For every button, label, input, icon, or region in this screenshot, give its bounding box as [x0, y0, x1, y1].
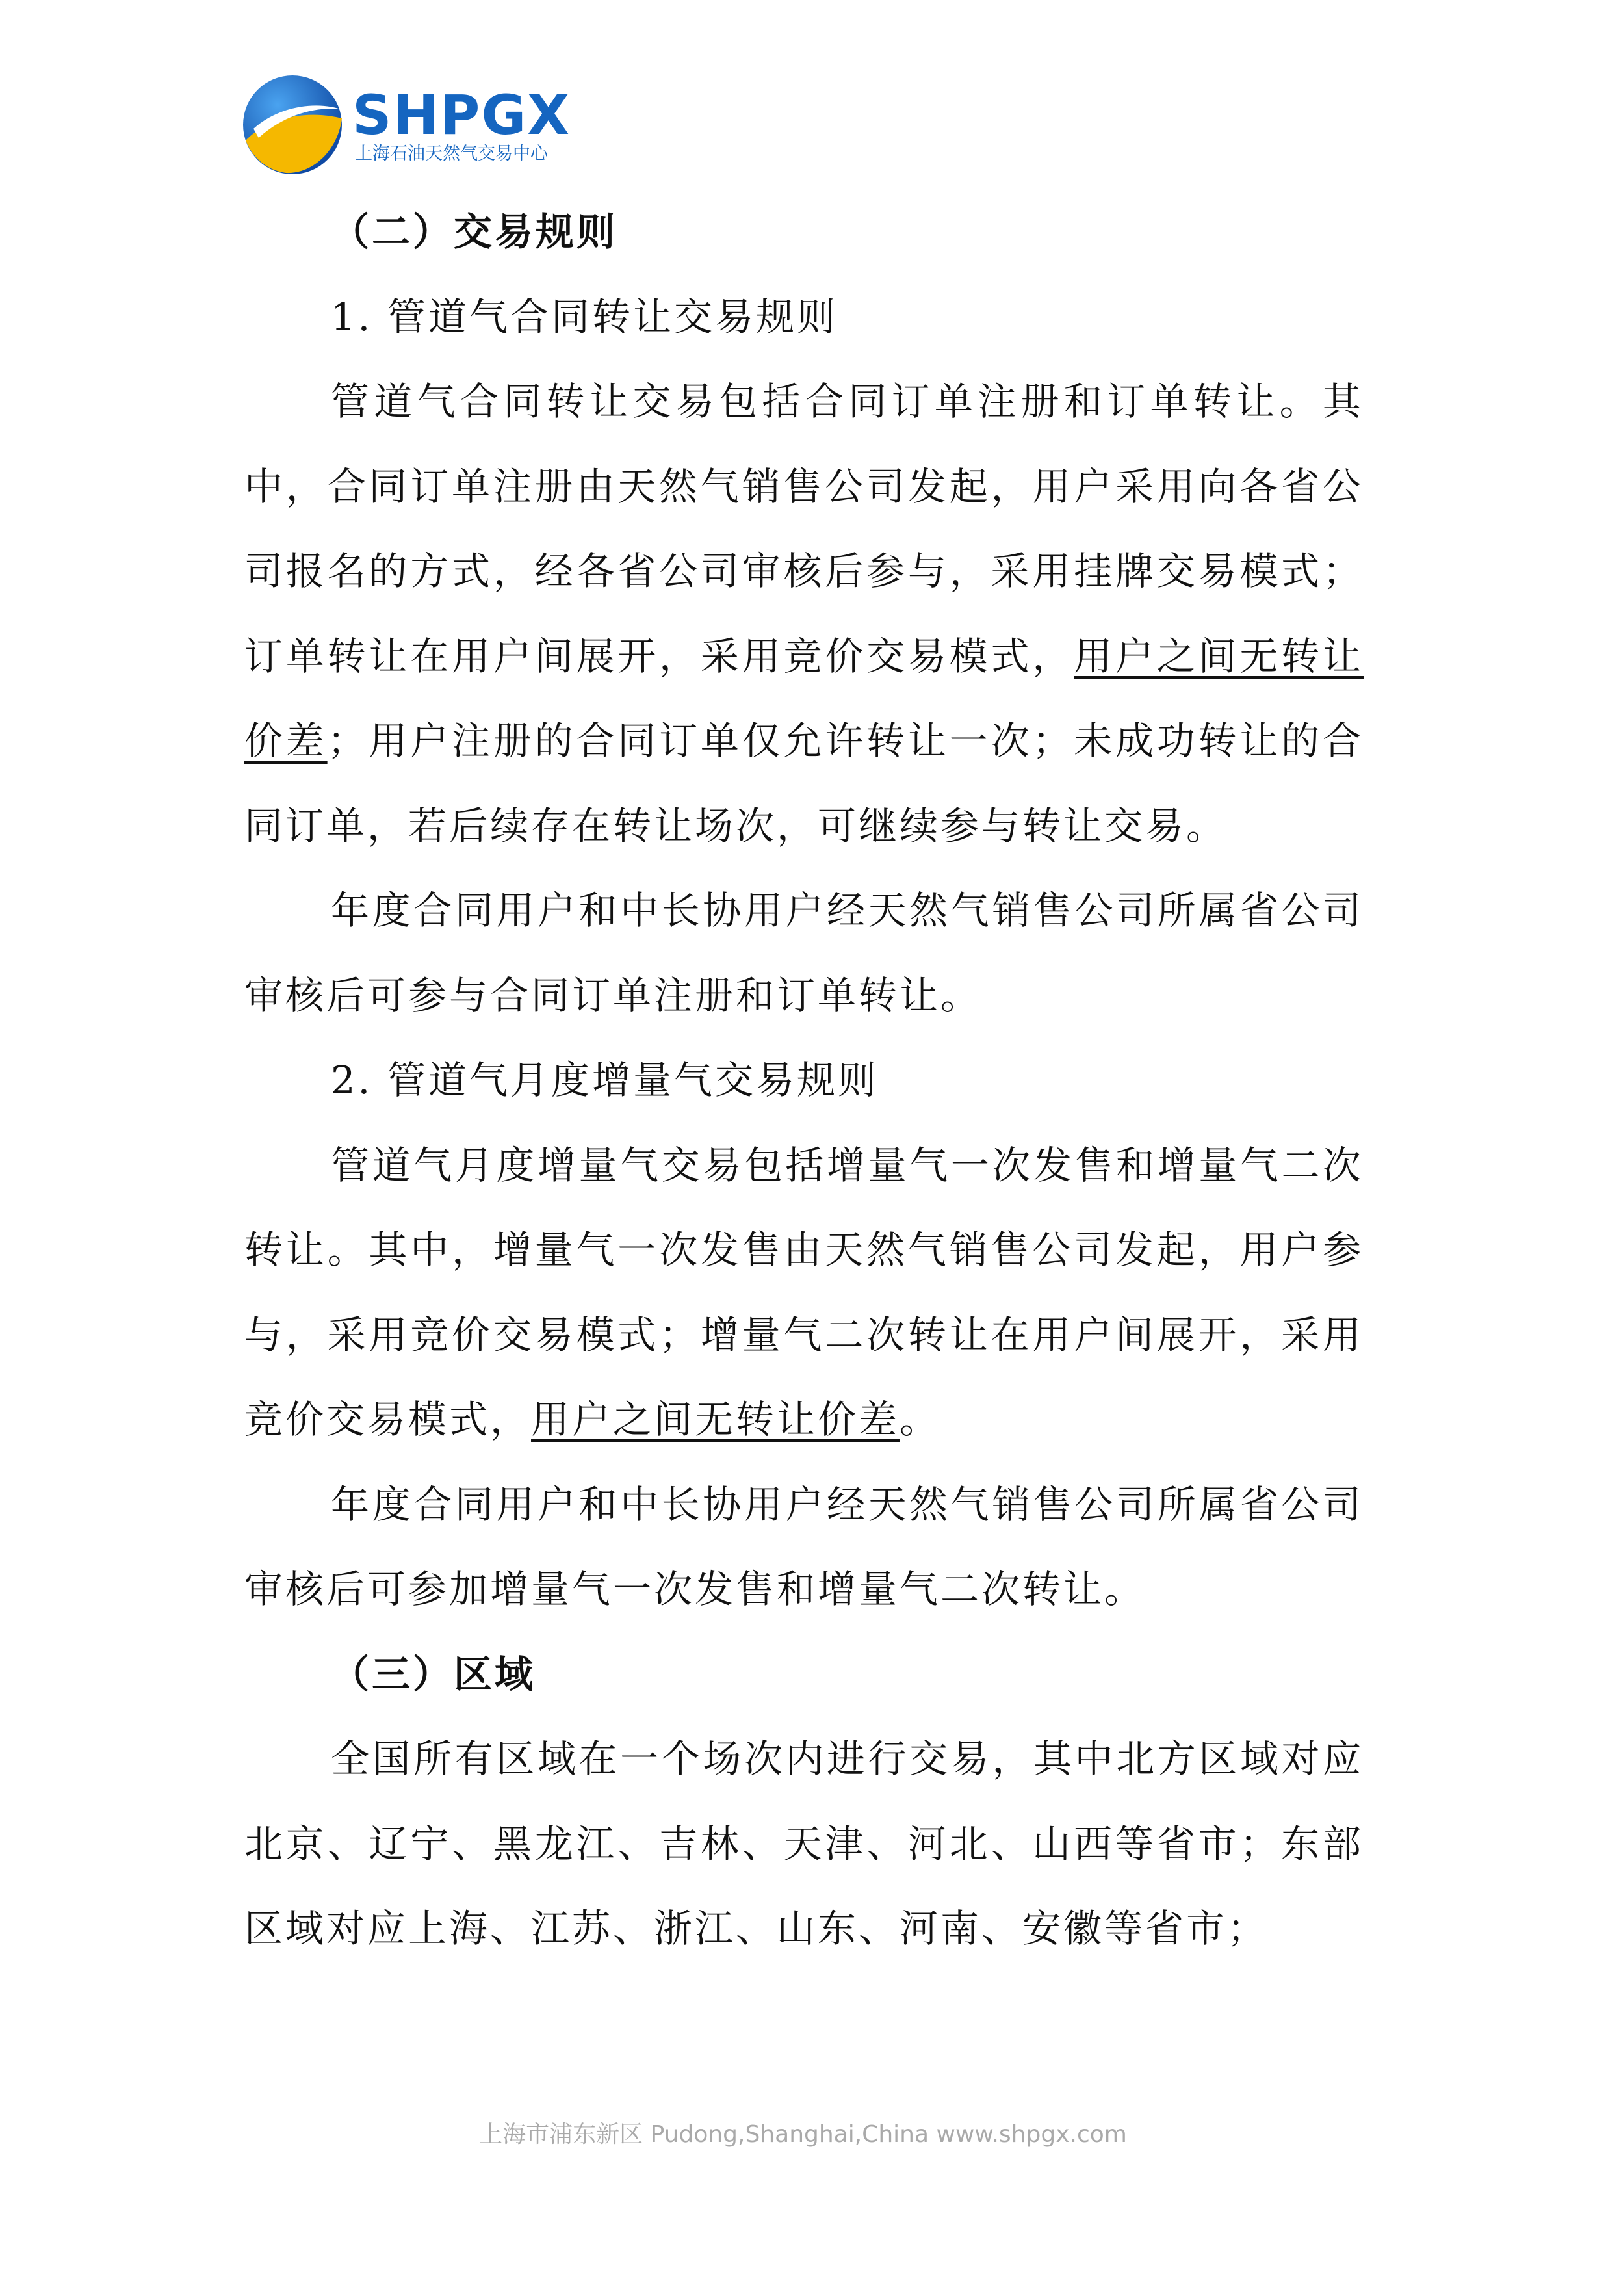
text: ；用户注册的合同订单仅允许转让一次；未成功转让的合同订单，若后续存在转让场次，可继续参与转让交易。	[244, 718, 1364, 848]
shpgx-logo-icon	[240, 73, 344, 177]
underlined-text: 用户之间无转让价差	[244, 633, 1364, 763]
paragraph-contract-transfer	[244, 359, 1364, 868]
paragraph-increment-eligibility: 年度合同用户和中长协用户经天然气销售公司所属省公司审核后可参加增量气一次发售和增量气二次转让。	[244, 1481, 1364, 1611]
subheading-monthly-increment: 2. 管道气月度增量气交易规则	[331, 1058, 879, 1102]
logo-subtitle: 上海石油天然气交易中心	[355, 144, 548, 164]
text: 管道气合同转让交易包括合同订单注册和订单转让。其中，合同订单注册由天然气销售公司发起，用户采用向各省公司报名的方式，经各省公司审核后参与，采用挂牌交易模式；订单转让在用户间展开，采用竞价交易模式，	[244, 379, 1364, 679]
paragraph-region: 全国所有区域在一个场次内进行交易，其中北方区域对应北京、辽宁、黑龙江、吉林、天津、河北、山西等省市；东部区域对应上海、江苏、浙江、山东、河南、安徽等省市；	[244, 1736, 1364, 1951]
document-body	[244, 190, 1364, 1972]
text: 。	[900, 1397, 941, 1442]
subheading-contract-transfer: 1. 管道气合同转让交易规则	[331, 294, 838, 339]
section-heading-region: （三）区域	[331, 1651, 536, 1697]
paragraph-contract-eligibility: 年度合同用户和中长协用户经天然气销售公司所属省公司审核后可参与合同订单注册和订单转让。	[244, 888, 1364, 1018]
logo	[240, 73, 571, 177]
underlined-text: 用户之间无转让价差	[531, 1397, 900, 1442]
text: 管道气月度增量气交易包括增量气一次发售和增量气二次转让。其中，增量气一次发售由天然气销售公司发起，用户参与，采用竞价交易模式；增量气二次转让在用户间展开，采用竞价交易模式，	[244, 1142, 1364, 1442]
section-heading-trade-rules: （二）交易规则	[331, 209, 618, 254]
logo-text: SHPGX	[352, 83, 571, 147]
paragraph-monthly-increment	[244, 1123, 1364, 1463]
page-footer: 上海市浦东新区 Pudong,Shanghai,China www.shpgx.com	[479, 2121, 1127, 2148]
